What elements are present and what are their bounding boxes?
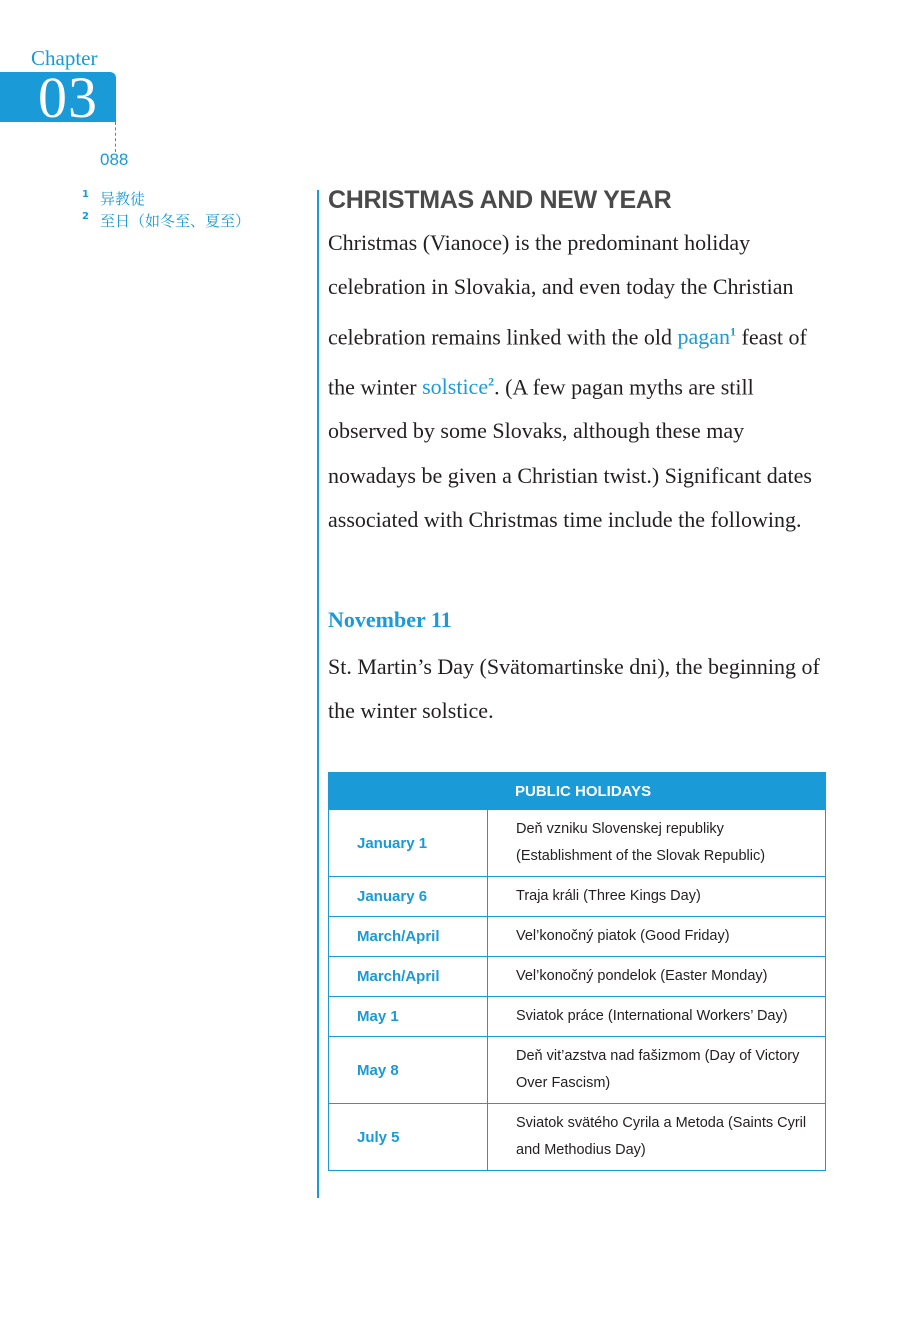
holiday-date: January 1 [329,810,488,877]
holiday-name: Deň vzniku Slovenskej republiky (Establishment of the Slovak Republic) [488,810,826,877]
glossary-item [82,210,250,232]
table-row [329,1104,826,1171]
holiday-date: May 1 [329,997,488,1037]
holiday-name: Traja králi (Three Kings Day) [488,877,826,917]
glossary [82,188,250,232]
table-row [329,917,826,957]
glossary-item [82,188,250,210]
holiday-date: March/April [329,917,488,957]
glossary-term-solstice[interactable] [422,374,494,399]
holiday-name: Deň vit’azstva nad fašizmom (Day of Victory Over Fascism) [488,1037,826,1104]
holiday-date: May 8 [329,1037,488,1104]
main-content [328,186,828,733]
table-header: PUBLIC HOLIDAYS [329,773,826,810]
holiday-date: January 6 [329,877,488,917]
paragraph-text: Christmas (Vianoce) is the predominant holiday celebration in Slovakia, and even today the Christian celebration remains linked with the old [328,230,794,350]
table-header-row [329,773,826,810]
date-heading: November 11 [328,606,452,632]
holiday-name: Sviatok práce (International Workers’ Day) [488,997,826,1037]
margin-rule [317,190,319,1198]
section-title: CHRISTMAS AND NEW YEAR [328,186,672,214]
holiday-name: Vel’konočný piatok (Good Friday) [488,917,826,957]
chapter-tick-line [115,122,116,152]
footnote-marker: 1 [730,324,736,339]
intro-paragraph [328,221,828,543]
term-text: solstice [422,373,489,399]
page-number: 088 [100,150,129,169]
glossary-text: 至日（如冬至、夏至） [100,212,251,230]
holiday-date: July 5 [329,1104,488,1171]
glossary-term-pagan[interactable] [677,324,736,349]
paragraph-text: feast of the winter [328,324,807,399]
table-row [329,957,826,997]
holiday-date: March/April [329,957,488,997]
chapter-number: 03 [38,65,98,130]
holiday-name: Vel’konočný pondelok (Easter Monday) [488,957,826,997]
term-text: pagan [677,324,730,350]
glossary-number: 1 [82,189,89,200]
public-holidays-table [328,772,826,1171]
chapter-label: Chapter [31,46,98,70]
table-row [329,997,826,1037]
glossary-number: 2 [82,211,89,222]
holiday-name: Sviatok svätého Cyrila a Metoda (Saints Cyril and Methodius Day) [488,1104,826,1171]
glossary-text: 异教徒 [100,190,146,208]
footnote-marker: 2 [488,374,495,389]
table-row [329,810,826,877]
paragraph-text: . (A few pagan myths are still observed by some Slovaks, although these may nowadays be given a Christian twist.) Significant dates associated with Christmas time include the following. [328,373,812,533]
date-description: St. Martin’s Day (Svätomartinske dni), the beginning of the winter solstice. [328,653,820,723]
table-row [329,877,826,917]
table-row [329,1037,826,1104]
